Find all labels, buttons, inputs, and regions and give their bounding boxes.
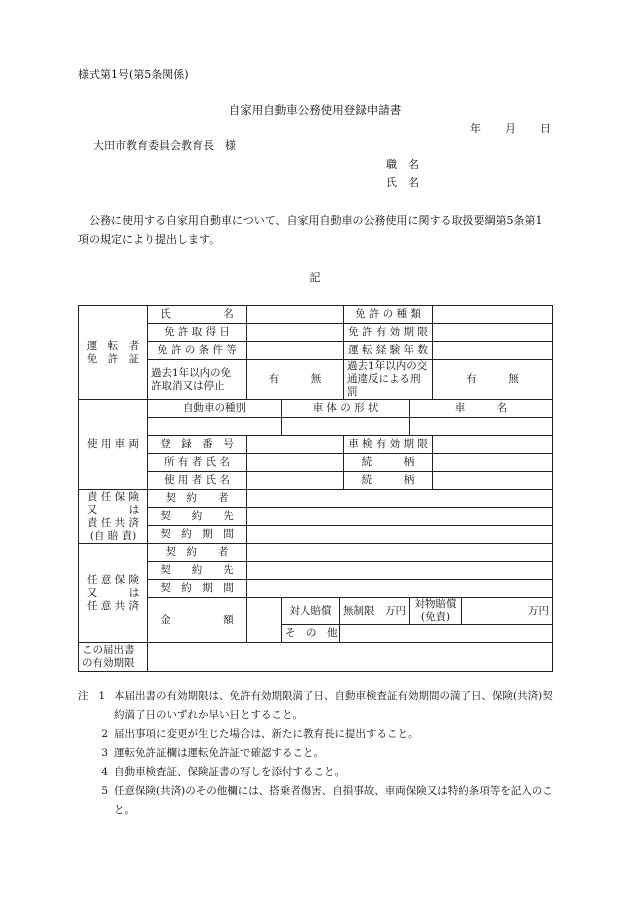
note-number: 2 xyxy=(101,728,108,740)
voluntary-period-label: 契 約 期 間 xyxy=(148,580,247,598)
notes xyxy=(78,687,558,820)
body-paragraph: 公務に使用する自家用自動車について、自家用自動車の公務使用に関する取扱要綱第5条第1項の規定により提出します。 xyxy=(78,214,543,246)
unlimited-text: 無制限 xyxy=(343,604,375,617)
voluntary-contractor-value[interactable] xyxy=(247,544,553,562)
validity-label: この届出書 の有効期限 xyxy=(79,643,148,672)
date-month: 月 xyxy=(505,122,516,135)
property-man-yen: 万円 xyxy=(528,604,550,617)
body-shape-value[interactable] xyxy=(282,418,410,436)
liability-contractor-label: 契 約 者 xyxy=(148,490,247,508)
note-item xyxy=(78,687,558,725)
notes-prefix: 注 xyxy=(78,690,89,702)
note-number: 4 xyxy=(101,766,108,778)
voluntary-period-value[interactable] xyxy=(247,580,553,598)
property-comp-label: 対物賠償 (免責) xyxy=(410,598,462,625)
liability-period-value[interactable] xyxy=(247,526,553,544)
past-penalty-yes-no[interactable]: 有 無 xyxy=(433,360,553,400)
reg-no-label: 登 録 番 号 xyxy=(148,436,247,454)
driving-years-label: 運 転 経 験 年 数 xyxy=(344,342,433,360)
car-name-value[interactable] xyxy=(410,418,553,436)
user-relation-value[interactable] xyxy=(433,472,553,490)
body-shape-label: 車 体 の 形 状 xyxy=(282,400,410,418)
other-label: そ の 他 xyxy=(282,625,340,643)
ki-mark: 記 xyxy=(309,271,321,284)
license-expiry-label: 免 許 有 効 期 限 xyxy=(344,324,433,342)
inspection-expiry-value[interactable] xyxy=(433,436,553,454)
reg-no-value[interactable] xyxy=(247,436,344,454)
note-item xyxy=(78,725,558,744)
license-type-label: 免 許 の 種 類 xyxy=(344,306,433,324)
amount-blank-2 xyxy=(247,625,282,643)
document-title: 自家用自動車公務使用登録申請書 xyxy=(228,103,402,117)
vehicle-kind-label: 自動車の種別 xyxy=(148,400,282,418)
note-item xyxy=(78,763,558,782)
license-conditions-value[interactable] xyxy=(247,342,344,360)
license-type-value[interactable] xyxy=(433,306,553,324)
application-table xyxy=(78,305,553,672)
personal-comp-value[interactable] xyxy=(340,598,410,625)
user-name-label: 使 用 者 氏 名 xyxy=(148,472,247,490)
applicant-name-label: 氏 名 xyxy=(386,176,419,189)
date-year: 年 xyxy=(470,122,481,135)
date-day: 日 xyxy=(540,122,551,135)
car-name-label: 車 名 xyxy=(410,400,553,418)
property-comp-value[interactable] xyxy=(462,598,553,625)
liability-section-header: 責 任 保 険 又 は 責 任 共 済 (自 賠 責) xyxy=(79,490,148,544)
name-label: 氏 名 xyxy=(148,306,247,324)
voluntary-contract-with-value[interactable] xyxy=(247,562,553,580)
other-value[interactable] xyxy=(340,625,553,643)
amount-label: 金 額 xyxy=(148,598,247,643)
note-number: 5 xyxy=(101,785,108,797)
license-date-value[interactable] xyxy=(247,324,344,342)
amount-blank xyxy=(247,598,282,625)
personal-man-yen: 万円 xyxy=(385,604,407,617)
note-item xyxy=(78,782,558,820)
user-relation-label: 続 柄 xyxy=(344,472,433,490)
vehicle-kind-value[interactable] xyxy=(148,418,282,436)
personal-comp-label: 対人賠償 xyxy=(282,598,340,625)
note-text: 運転免許証欄は運転免許証で確認すること。 xyxy=(114,747,324,759)
voluntary-contract-with-label: 契 約 先 xyxy=(148,562,247,580)
liability-contract-with-value[interactable] xyxy=(247,508,553,526)
vehicle-section-header: 使 用 車 両 xyxy=(79,400,148,490)
inspection-expiry-label: 車 検 有 効 期 限 xyxy=(344,436,433,454)
owner-relation-value[interactable] xyxy=(433,454,553,472)
note-text: 任意保険(共済)のその他欄には、搭乗者傷害、自損事故、車両保険又は特約条項等を記入のこと。 xyxy=(114,785,553,816)
owner-name-value[interactable] xyxy=(247,454,344,472)
position-label: 職 名 xyxy=(386,158,419,171)
note-number: 3 xyxy=(101,747,108,759)
form-number: 様式第1号(第5条関係) xyxy=(78,68,189,81)
voluntary-contractor-label: 契 約 者 xyxy=(148,544,247,562)
liability-period-label: 契 約 期 間 xyxy=(148,526,247,544)
past-revocation-yes-no[interactable]: 有 無 xyxy=(247,360,344,400)
addressee: 大田市教育委員会教育長 様 xyxy=(93,139,236,152)
note-text: 本届出書の有効期限は、免許有効期限満了日、自動車検査証有効期間の満了日、保険(共済)契約満了日のいずれか早い日とすること。 xyxy=(114,690,553,721)
license-date-label: 免 許 取 得 日 xyxy=(148,324,247,342)
name-value[interactable] xyxy=(247,306,344,324)
validity-value[interactable] xyxy=(148,643,553,672)
license-conditions-label: 免 許 の 条 件 等 xyxy=(148,342,247,360)
past-revocation-label: 過去1年以内の免 許取消又は停止 xyxy=(148,360,247,400)
voluntary-section-header: 任 意 保 険 又 は 任 意 共 済 xyxy=(79,544,148,643)
owner-name-label: 所 有 者 氏 名 xyxy=(148,454,247,472)
note-text: 届出事項に変更が生じた場合は、新たに教育長に提出すること。 xyxy=(114,728,419,740)
driving-years-value[interactable] xyxy=(433,342,553,360)
license-expiry-value[interactable] xyxy=(433,324,553,342)
past-penalty-label: 過去1年以内の交 通違反による刑罰 xyxy=(344,360,433,400)
liability-contractor-value[interactable] xyxy=(247,490,553,508)
license-section-header: 運 転 者 免 許 証 xyxy=(79,306,148,400)
owner-relation-label: 続 柄 xyxy=(344,454,433,472)
liability-contract-with-label: 契 約 先 xyxy=(148,508,247,526)
user-name-value[interactable] xyxy=(247,472,344,490)
note-number: 1 xyxy=(98,690,106,702)
note-text: 自動車検査証、保険証書の写しを添付すること。 xyxy=(114,766,345,778)
note-item xyxy=(78,744,558,763)
